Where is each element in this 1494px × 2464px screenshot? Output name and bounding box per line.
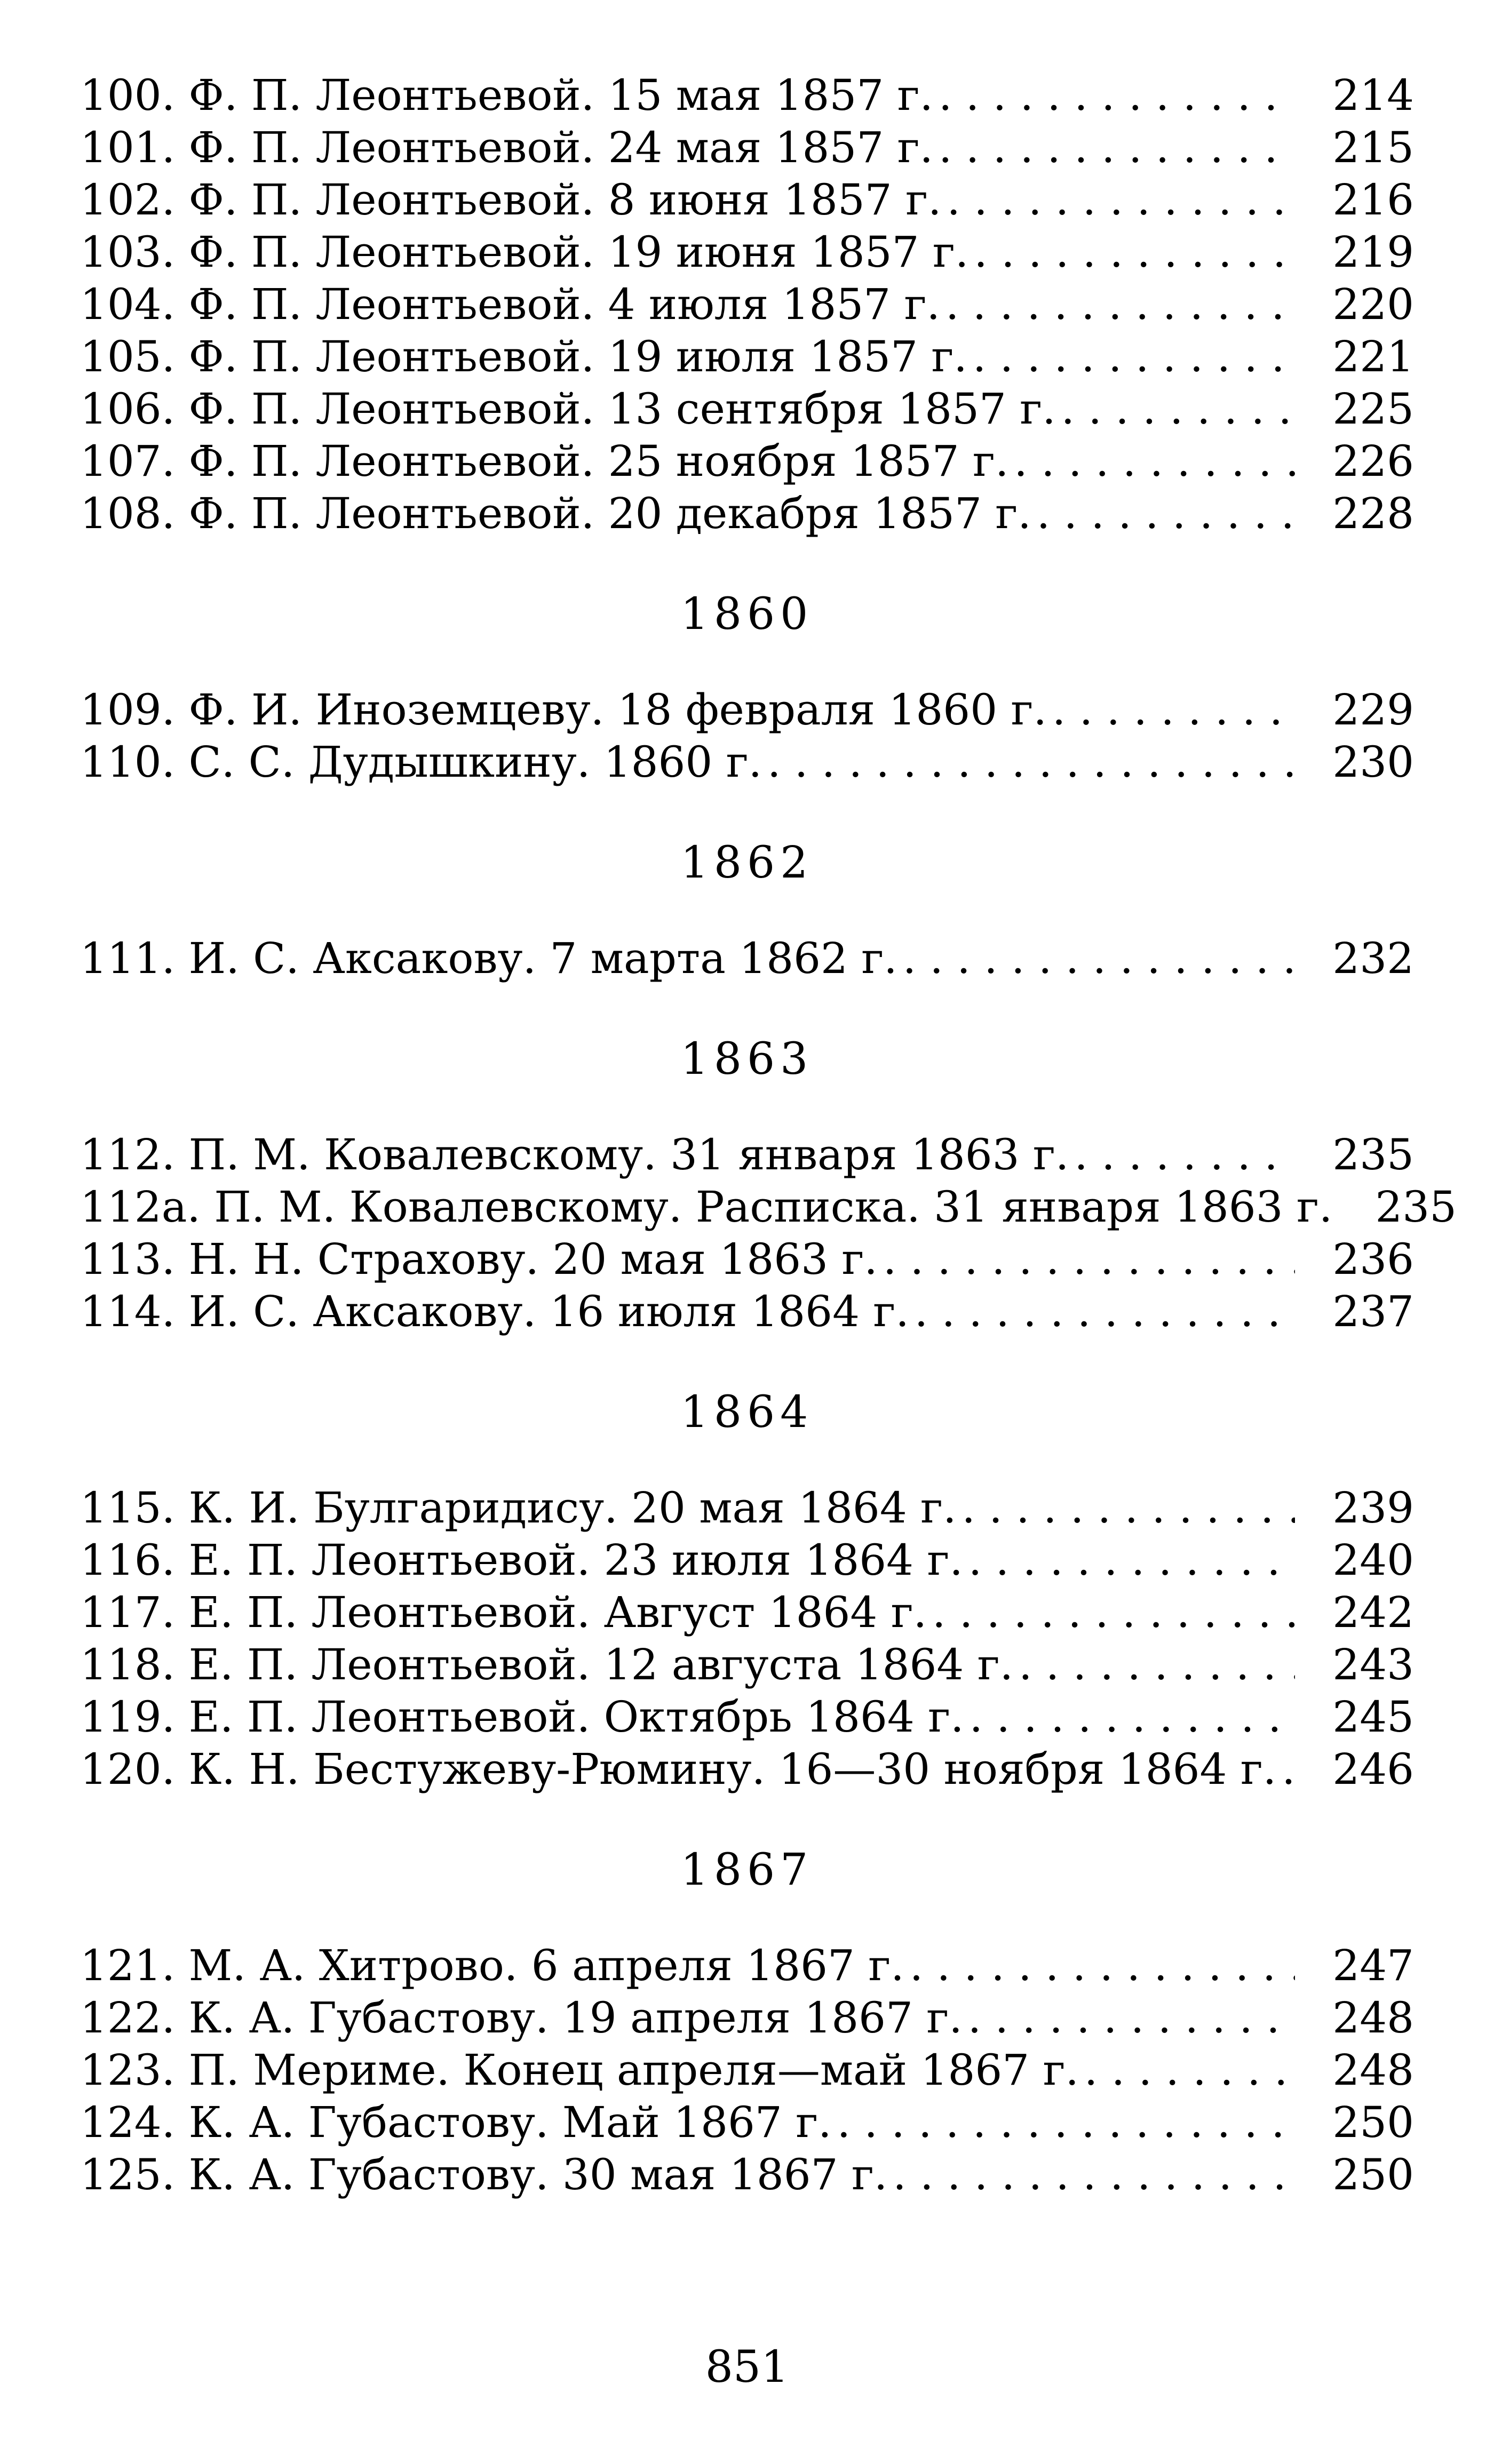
toc-entry-title: 108. Ф. П. Леонтьевой. 20 декабря 1857 г. [80,489,1031,538]
toc-group-1863 [80,1034,1457,1338]
toc-entry [80,122,1414,174]
dot-leader [1008,435,1295,488]
toc-entry [80,226,1414,278]
toc-entry [80,1534,1414,1586]
toc-entry-title: 119. Е. П. Леонтьевой. Октябрь 1864 г. [80,1692,964,1742]
toc-entry [80,1286,1414,1338]
toc-entry [80,435,1414,488]
toc-entry-title: 105. Ф. П. Леонтьевой. 19 июля 1857 г. [80,332,967,381]
toc-group-1857 [80,69,1414,540]
toc-group-1867 [80,1846,1414,2201]
toc-entry [80,2044,1414,2096]
dot-leader [1276,1743,1295,1796]
toc-entry-title: 118. Е. П. Леонтьевой. 12 августа 1864 г. [80,1640,1014,1689]
toc-entry-page: 246 [1332,1744,1414,1794]
toc-entry [80,331,1414,383]
dot-leader [1013,1639,1295,1691]
year-heading: 1862 [680,838,814,888]
toc-entry-page: 243 [1332,1640,1414,1689]
toc-entry [80,1181,1457,1233]
toc-entry-page: 232 [1332,934,1414,983]
dot-leader [1047,684,1295,736]
dot-leader [1056,383,1296,435]
toc-page [80,69,1457,2201]
toc-entry-page: 228 [1332,489,1414,538]
toc-entry-page: 226 [1332,436,1414,486]
toc-entry-page: 229 [1332,685,1414,735]
toc-entry [80,488,1414,540]
toc-entry [80,1743,1414,1796]
page-number: 851 [705,2342,789,2393]
toc-entry-page: 237 [1332,1287,1414,1336]
toc-entry [80,1691,1414,1743]
toc-entry-page: 248 [1332,1993,1414,2043]
toc-group-1860 [80,591,1414,788]
dot-leader [909,1286,1296,1338]
toc-entry [80,1940,1414,1992]
toc-entry [80,684,1414,736]
toc-entry [80,1129,1414,1181]
dot-leader [933,122,1295,174]
toc-entry [80,174,1414,226]
toc-entry-title: 103. Ф. П. Леонтьевой. 19 июня 1857 г. [80,227,969,277]
toc-group-1864 [80,1389,1414,1796]
dot-leader [1031,488,1296,540]
toc-entry [80,2096,1414,2149]
toc-entry-page: 235 [1332,1130,1414,1179]
toc-entry-page: 242 [1332,1588,1414,1637]
toc-entry-page: 250 [1332,2150,1414,2199]
toc-entry-title: 112. П. М. Ковалевскому. 31 января 1863 г. [80,1130,1069,1179]
year-heading: 1863 [680,1034,814,1085]
dot-leader [1079,2044,1295,2096]
toc-entry-title: 112а. П. М. Ковалевскому. Расписка. 31 января 1863 г. [80,1182,1333,1232]
toc-entry-title: 123. П. Мериме. Конец апреля—май 1867 г. [80,2045,1079,2095]
dot-leader [933,69,1295,122]
toc-entry [80,2149,1414,2201]
toc-entry-page: 221 [1332,332,1414,381]
toc-entry-page: 235 [1375,1182,1457,1232]
toc-entry-page: 245 [1332,1692,1414,1742]
toc-entry-title: 114. И. С. Аксакову. 16 июля 1864 г. [80,1287,909,1336]
toc-entry-page: 225 [1332,384,1414,434]
toc-entry-title: 109. Ф. И. Иноземцеву. 18 февраля 1860 г. [80,685,1047,735]
toc-entry-title: 111. И. С. Аксакову. 7 марта 1862 г. [80,934,897,983]
toc-entry-title: 104. Ф. П. Леонтьевой. 4 июля 1857 г. [80,280,940,329]
toc-entry-title: 115. К. И. Булгаридису. 20 мая 1864 г. [80,1483,957,1533]
toc-entry-page: 239 [1332,1483,1414,1533]
dot-leader [964,1691,1296,1743]
toc-entry-title: 107. Ф. П. Леонтьевой. 25 ноября 1857 г. [80,436,1009,486]
toc-entry-title: 102. Ф. П. Леонтьевой. 8 июня 1857 г. [80,175,942,225]
toc-entry-page: 220 [1332,280,1414,329]
toc-entry [80,932,1414,985]
toc-entry-page: 216 [1332,175,1414,225]
toc-entry-title: 110. С. С. Дудышкину. 1860 г. [80,737,762,787]
toc-entry-title: 124. К. А. Губастову. Май 1867 г. [80,2098,832,2147]
dot-leader [832,2096,1296,2149]
dot-leader [968,226,1295,278]
toc-entry-title: 121. М. А. Хитрово. 6 апреля 1867 г. [80,1941,904,1990]
dot-leader [878,1233,1295,1286]
toc-entry-page: 215 [1332,123,1414,172]
toc-entry [80,1586,1414,1639]
dot-leader [963,1534,1295,1586]
year-heading: 1860 [680,589,814,640]
toc-entry-title: 113. Н. Н. Страхову. 20 мая 1863 г. [80,1234,878,1284]
toc-entry [80,69,1414,122]
toc-entry [80,278,1414,331]
toc-entry-page: 250 [1332,2098,1414,2147]
toc-group-1862 [80,839,1414,985]
toc-entry-title: 120. К. Н. Бестужеву-Рюмину. 16—30 ноября 1864 г. [80,1744,1277,1794]
toc-entry [80,1992,1414,2044]
toc-entry-title: 125. К. А. Губастову. 30 мая 1867 г. [80,2150,888,2199]
dot-leader [927,1586,1295,1639]
dot-leader [967,331,1295,383]
year-heading: 1867 [680,1845,814,1895]
year-heading: 1864 [680,1387,814,1438]
toc-entry-page: 219 [1332,227,1414,277]
toc-entry-page: 230 [1332,737,1414,787]
toc-entry-title: 116. Е. П. Леонтьевой. 23 июля 1864 г. [80,1535,963,1585]
dot-leader [963,1992,1296,2044]
toc-entry [80,736,1414,788]
toc-entry-page: 240 [1332,1535,1414,1585]
toc-entry [80,1233,1414,1286]
toc-entry-page: 247 [1332,1941,1414,1990]
dot-leader [762,736,1295,788]
toc-entry [80,1639,1414,1691]
toc-entry-page: 236 [1332,1234,1414,1284]
toc-entry-title: 106. Ф. П. Леонтьевой. 13 сентября 1857 г. [80,384,1056,434]
dot-leader [1332,1181,1338,1233]
toc-entry-title: 101. Ф. П. Леонтьевой. 24 мая 1857 г. [80,123,933,172]
dot-leader [887,2149,1295,2201]
toc-entry-page: 214 [1332,70,1414,120]
toc-entry [80,1482,1414,1534]
dot-leader [940,278,1295,331]
dot-leader [957,1482,1296,1534]
toc-entry-title: 100. Ф. П. Леонтьевой. 15 мая 1857 г. [80,70,933,120]
toc-entry [80,383,1414,435]
dot-leader [904,1940,1296,1992]
dot-leader [941,174,1295,226]
toc-entry-title: 117. Е. П. Леонтьевой. Август 1864 г. [80,1588,927,1637]
dot-leader [1069,1129,1295,1181]
dot-leader [897,932,1296,985]
toc-entry-title: 122. К. А. Губастову. 19 апреля 1867 г. [80,1993,963,2043]
toc-entry-page: 248 [1332,2045,1414,2095]
